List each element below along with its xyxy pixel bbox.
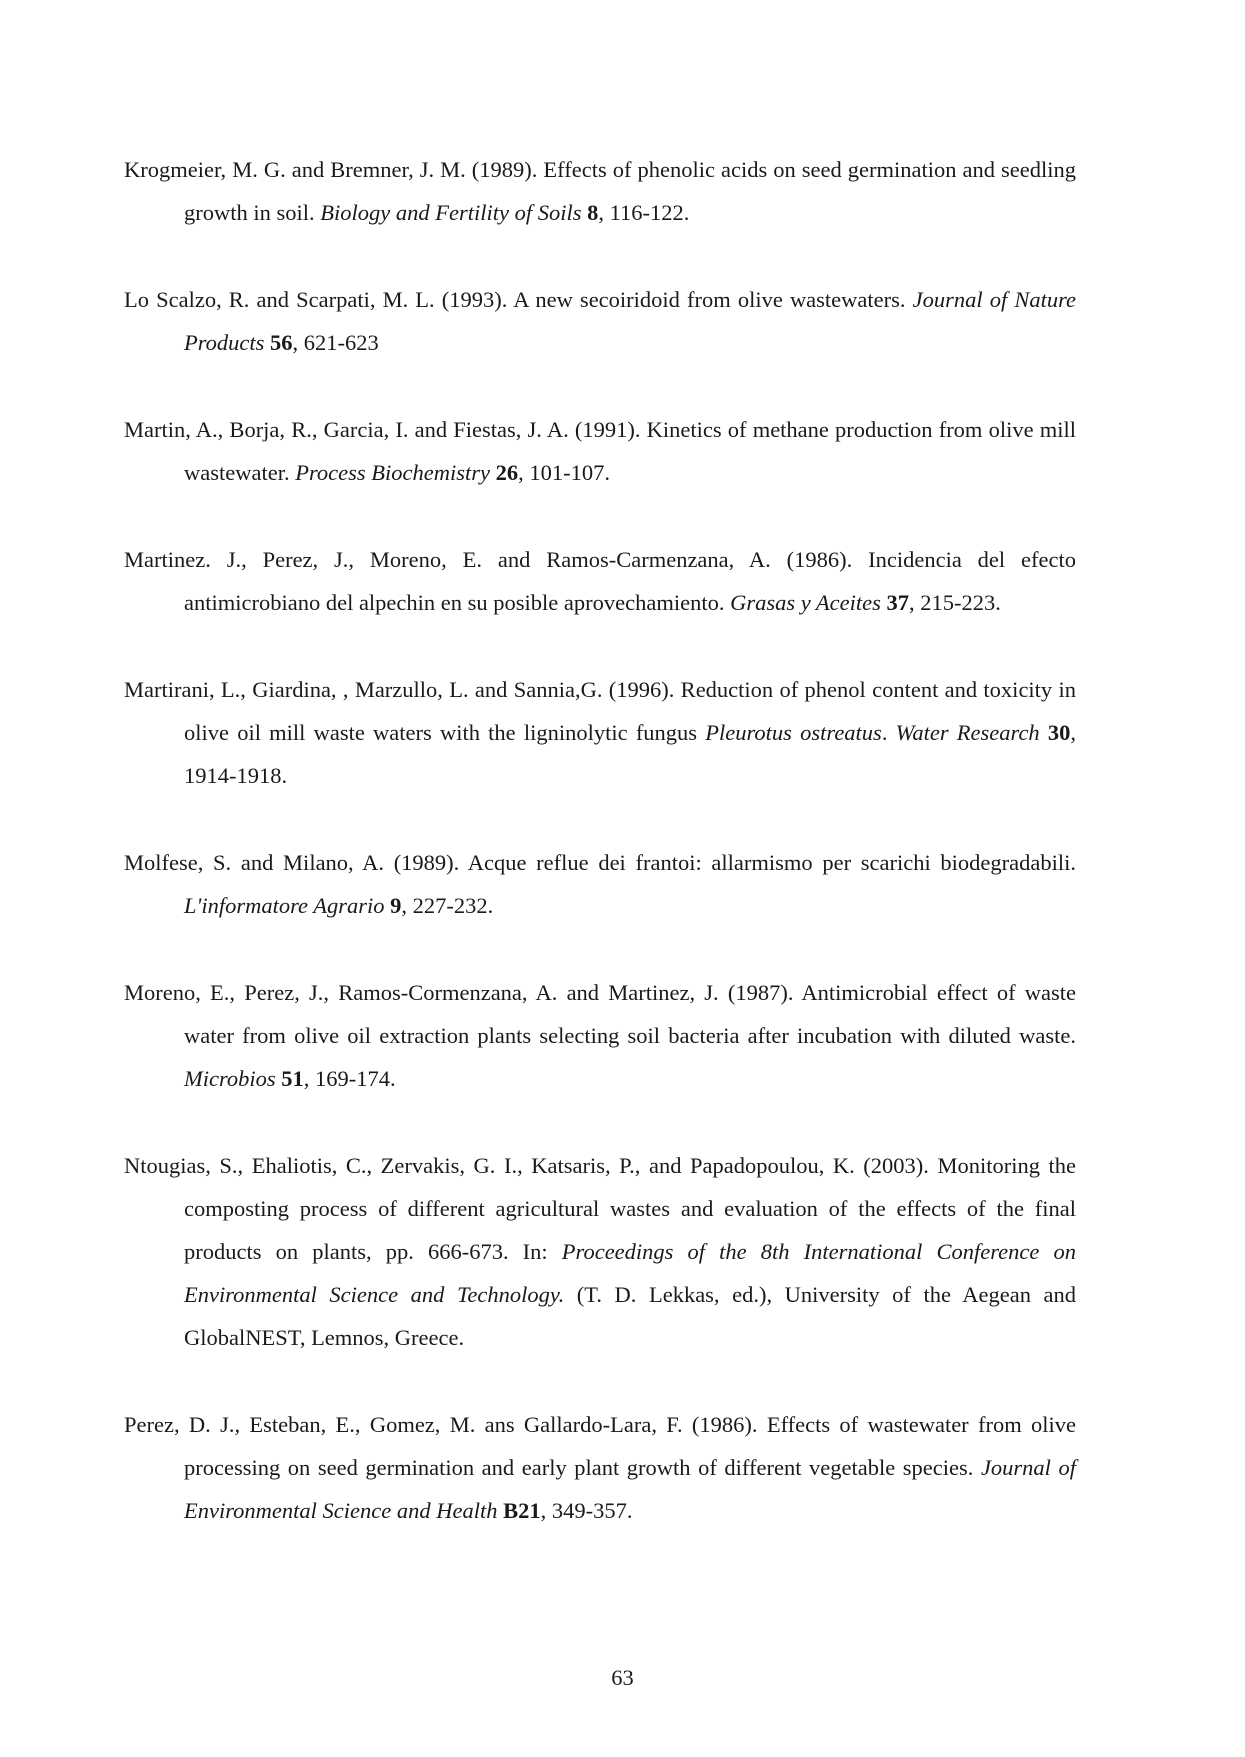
reference-pages: , 101-107. xyxy=(518,460,610,485)
page-number: 63 xyxy=(611,1665,634,1690)
reference-volume: 30 xyxy=(1047,720,1071,745)
reference-entry xyxy=(124,538,1076,624)
reference-citation: Krogmeier, M. G. and Bremner, J. M. (1989). Effects of phenolic acids on seed germination and seedling growth in soil. xyxy=(124,157,1076,225)
reference-species: Pleurotus ostreatus xyxy=(705,720,882,745)
reference-entry xyxy=(124,971,1076,1100)
reference-entry xyxy=(124,1144,1076,1359)
reference-journal: Biology and Fertility of Soils xyxy=(320,200,582,225)
reference-citation: Martirani, L., Giardina, , Marzullo, L. and Sannia,G. (1996). Reduction of phenol content and toxicity in olive oil mill waste waters with the ligninolytic fungus xyxy=(124,677,1076,745)
reference-journal: Process Biochemistry xyxy=(295,460,490,485)
reference-citation: Martin, A., Borja, R., Garcia, I. and Fiestas, J. A. (1991). Kinetics of methane production from olive mill wastewater. xyxy=(124,417,1076,485)
reference-pages: , 116-122. xyxy=(598,200,690,225)
reference-pages: , 349-357. xyxy=(540,1498,633,1523)
reference-citation: Molfese, S. and Milano, A. (1989). Acque reflue dei frantoi: allarmismo per scarichi biodegradabili. xyxy=(124,850,1076,875)
reference-pages: , 215-223. xyxy=(909,590,1001,615)
reference-citation: Lo Scalzo, R. and Scarpati, M. L. (1993). A new secoiridoid from olive wastewaters. xyxy=(124,287,913,312)
reference-pages: , 169-174. xyxy=(303,1066,396,1091)
reference-citation: Moreno, E., Perez, J., Ramos-Cormenzana, A. and Martinez, J. (1987). Antimicrobial effect of waste water from olive oil extraction plants selecting soil bacteria after incubation with diluted waste. xyxy=(124,980,1076,1048)
reference-journal: Journal of Nature Products xyxy=(184,287,1076,355)
reference-pages: , 1914-1918. xyxy=(184,720,1077,788)
reference-pages: (T. D. Lekkas, ed.), University of the Aegean and GlobalNEST, Lemnos, Greece. xyxy=(184,1282,1076,1350)
reference-entry xyxy=(124,148,1076,234)
reference-volume: B21 xyxy=(503,1498,541,1523)
reference-journal: Grasas y Aceites xyxy=(730,590,881,615)
reference-pages: , 621-623 xyxy=(292,330,379,355)
reference-volume: 37 xyxy=(886,590,910,615)
reference-citation: Perez, D. J., Esteban, E., Gomez, M. ans Gallardo-Lara, F. (1986). Effects of wastewater from olive processing on seed germination and early plant growth of different vegetable species. xyxy=(124,1412,1076,1480)
reference-citation: Martinez. J., Perez, J., Moreno, E. and Ramos-Carmenzana, A. (1986). Incidencia del efecto antimicrobiano del alpechin en su posible aprovechamiento. xyxy=(124,547,1076,615)
reference-volume: 51 xyxy=(281,1066,304,1091)
reference-journal: L'informatore Agrario xyxy=(184,893,385,918)
reference-entry xyxy=(124,1403,1076,1532)
reference-entry xyxy=(124,841,1076,927)
reference-journal: Journal of Environmental Science and Health xyxy=(184,1455,1076,1523)
reference-journal: Microbios xyxy=(184,1066,276,1091)
reference-citation: Ntougias, S., Ehaliotis, C., Zervakis, G. I., Katsaris, P., and Papadopoulou, K. (2003). Monitoring the composting process of different agricultural wastes and evaluation of the effects of the final products on plants, pp. 666-673. In: xyxy=(124,1153,1076,1264)
reference-list xyxy=(124,148,1076,1576)
reference-volume: 8 xyxy=(587,200,599,225)
reference-journal: Water Research xyxy=(895,720,1040,745)
reference-volume: 26 xyxy=(495,460,519,485)
reference-volume: 56 xyxy=(270,330,293,355)
reference-entry xyxy=(124,408,1076,494)
reference-entry xyxy=(124,668,1076,797)
reference-pages: , 227-232. xyxy=(401,893,494,918)
reference-volume: 9 xyxy=(390,893,402,918)
reference-entry xyxy=(124,278,1076,364)
reference-separator: . xyxy=(881,720,896,745)
reference-journal: Proceedings of the 8th International Conference on Environmental Science and Technology. xyxy=(184,1239,1076,1307)
